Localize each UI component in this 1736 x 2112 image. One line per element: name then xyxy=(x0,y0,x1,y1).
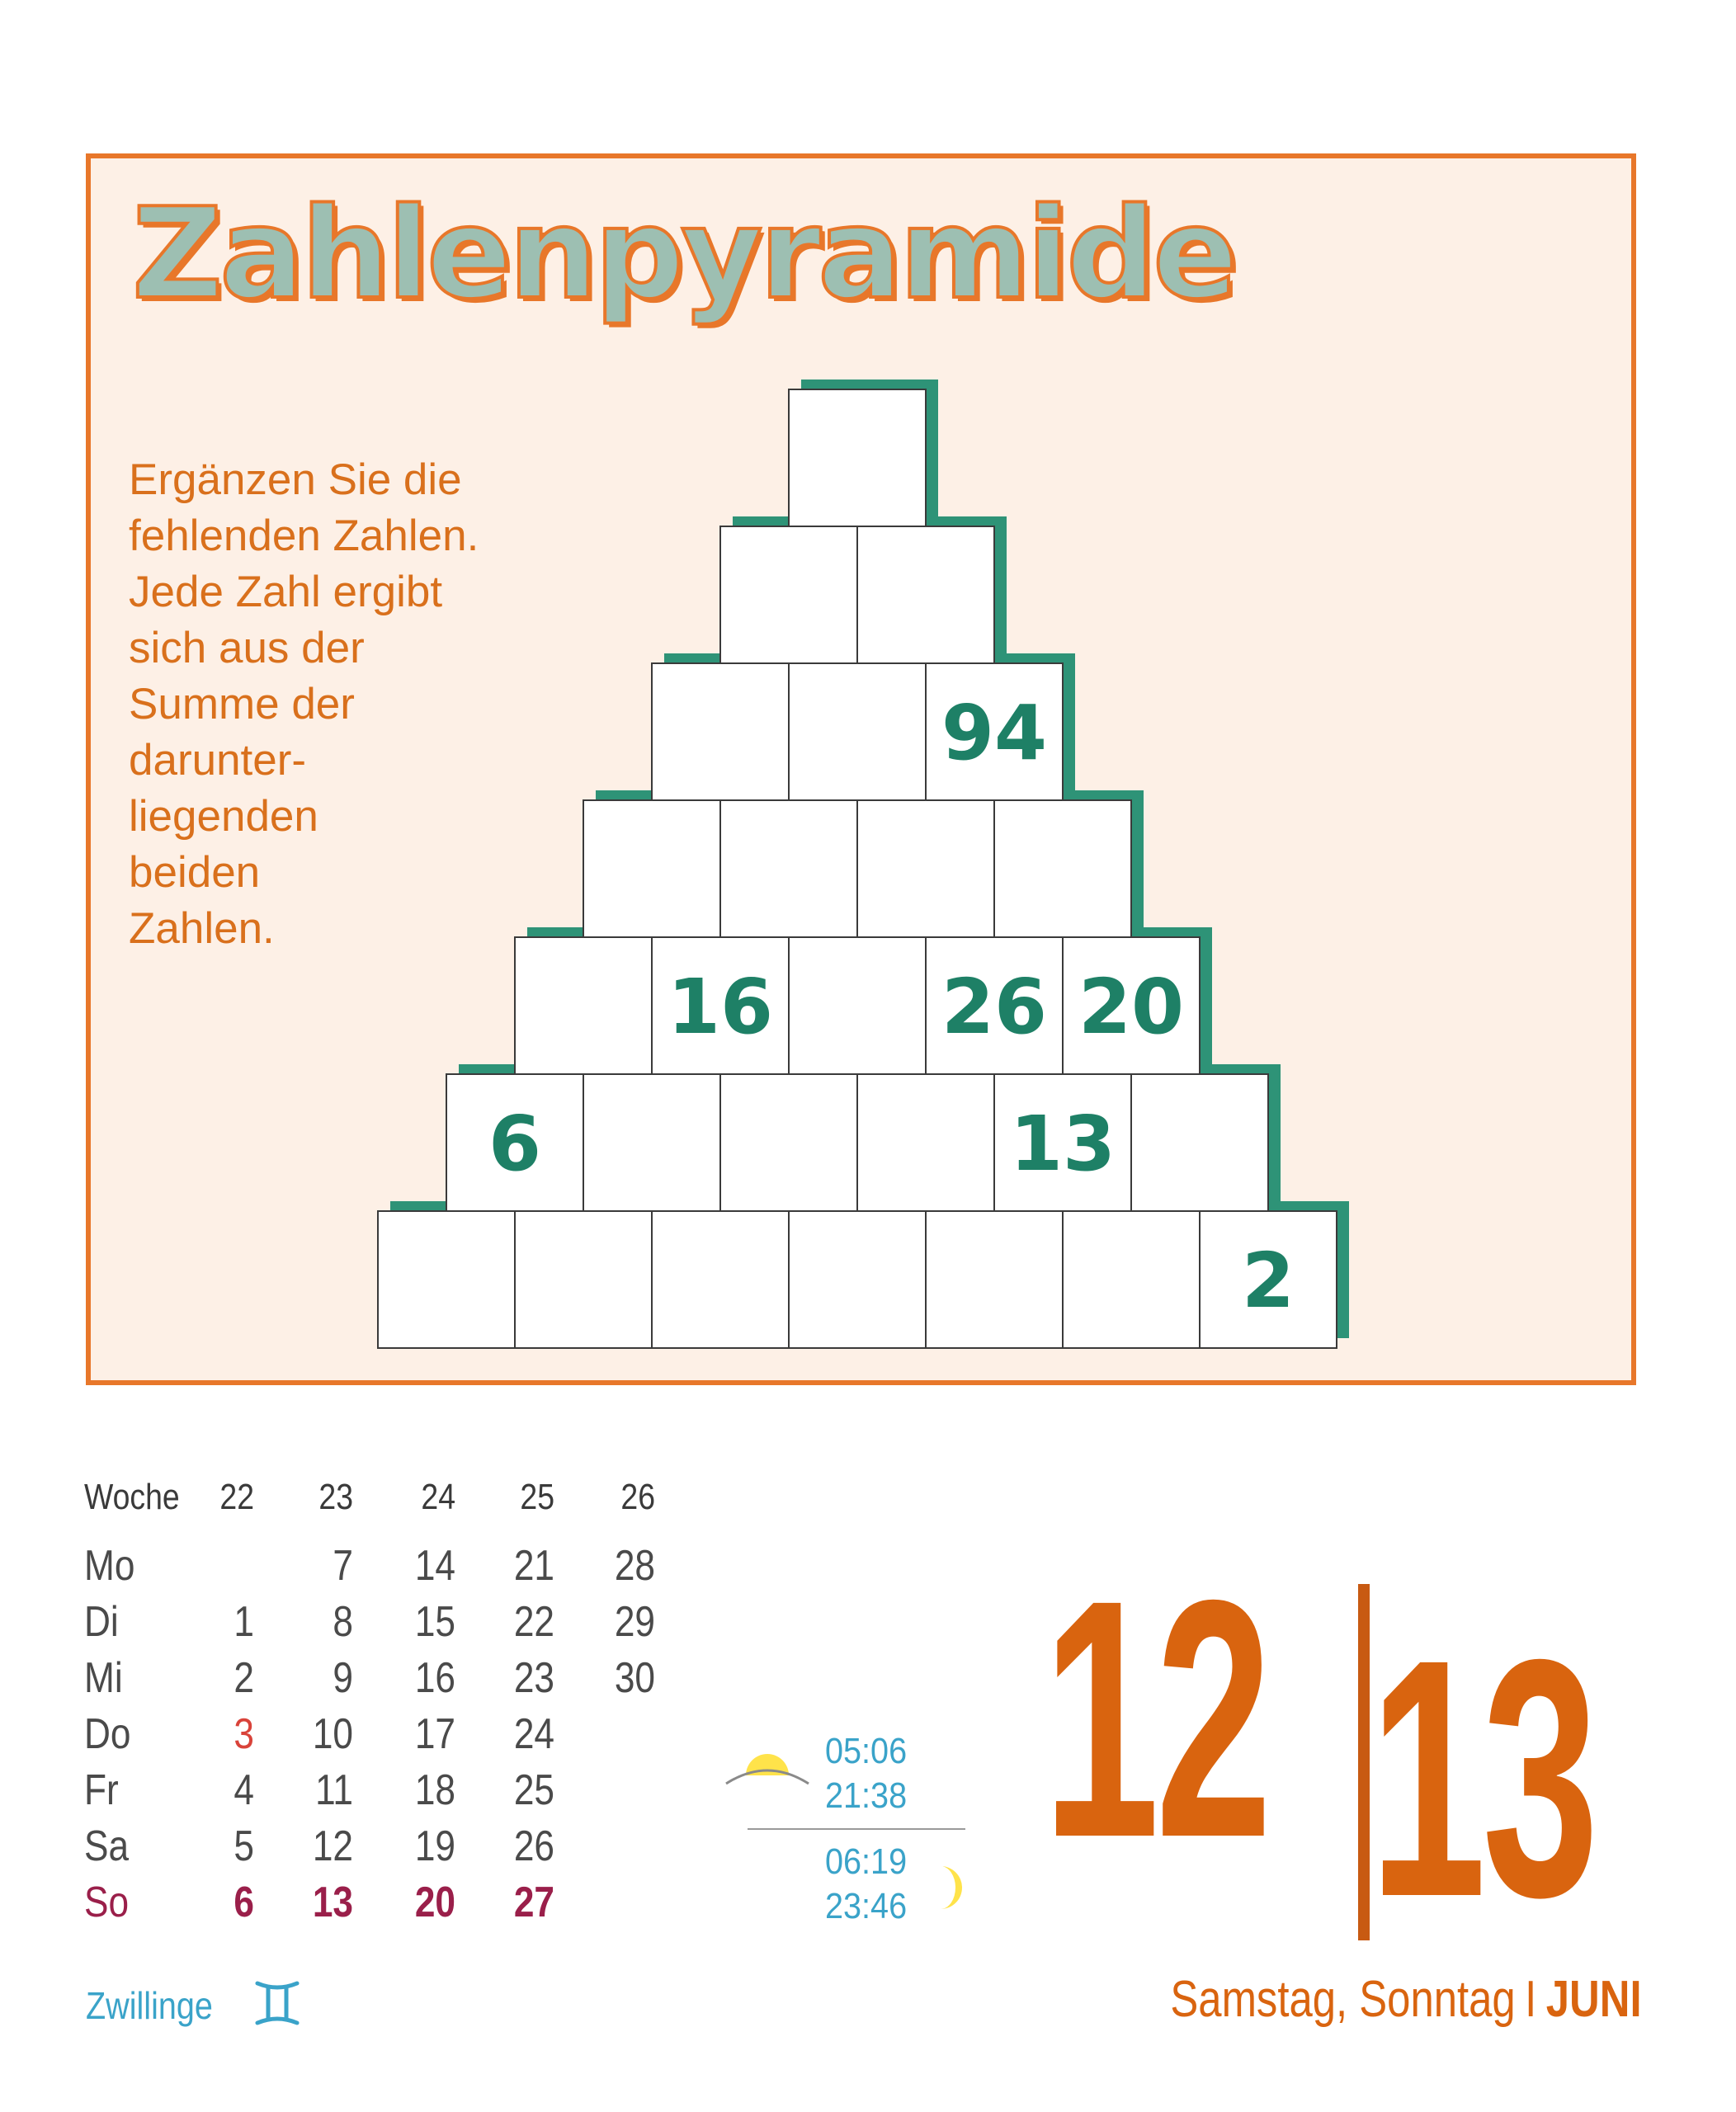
date-cell-sunday: 6 xyxy=(234,1879,254,1926)
date-cell: 5 xyxy=(234,1822,254,1870)
caption-separator: I xyxy=(1525,1971,1537,2028)
weekday-label: Fr xyxy=(84,1766,119,1814)
date-divider xyxy=(1358,1584,1370,1940)
date-cell: 14 xyxy=(414,1542,455,1590)
date-cell: 28 xyxy=(614,1542,655,1590)
instruction-line: sich aus der xyxy=(129,624,365,672)
date-cell: 10 xyxy=(312,1710,353,1758)
pyramid-number: 26 xyxy=(941,963,1048,1051)
pyramid-cell[interactable] xyxy=(652,1211,789,1348)
pyramid-cell[interactable] xyxy=(378,1211,515,1348)
date-cell: 7 xyxy=(333,1542,353,1590)
date-cell: 1 xyxy=(234,1598,254,1646)
date-cell: 11 xyxy=(315,1766,353,1814)
pyramid-cell[interactable] xyxy=(720,526,857,663)
date-cell: 8 xyxy=(333,1598,353,1646)
instruction-line: Zahlen. xyxy=(129,904,275,953)
pyramid-cell[interactable] xyxy=(789,937,926,1074)
instruction-line: Summe der xyxy=(129,680,355,728)
week-label: Woche xyxy=(84,1477,180,1517)
week-number: 26 xyxy=(620,1477,655,1517)
date-caption xyxy=(1171,1970,1642,2029)
sun-icon xyxy=(723,1741,814,1790)
pyramid-cell[interactable] xyxy=(515,937,652,1074)
date-cell: 30 xyxy=(614,1654,655,1702)
pyramid-cell[interactable] xyxy=(789,389,926,526)
gemini-icon xyxy=(254,1978,300,2028)
date-cell: 9 xyxy=(333,1654,353,1702)
moonset-time: 23:46 xyxy=(825,1886,908,1926)
sunrise-time: 05:06 xyxy=(825,1731,908,1771)
date-cell: 23 xyxy=(513,1654,554,1702)
instruction-line: Jede Zahl ergibt xyxy=(129,568,443,616)
date-cell: 24 xyxy=(513,1710,554,1758)
date-cell: 21 xyxy=(513,1542,554,1590)
date-cell: 12 xyxy=(312,1822,353,1870)
pyramid-cell[interactable] xyxy=(857,526,994,663)
puzzle-title: Zahlenpyramide xyxy=(132,181,1235,327)
weekday-label: Mo xyxy=(84,1542,135,1590)
pyramid-cell[interactable] xyxy=(583,800,720,937)
pyramid-cell[interactable] xyxy=(720,800,857,937)
instruction-line: beiden xyxy=(129,848,261,897)
date-cell-sunday: 27 xyxy=(513,1879,554,1926)
month-name: JUNI xyxy=(1546,1971,1642,2028)
weekday-label: Do xyxy=(84,1710,131,1758)
moon-icon xyxy=(936,1863,969,1912)
date-cell: 15 xyxy=(414,1598,455,1646)
pyramid-number: 6 xyxy=(488,1100,542,1188)
week-number: 22 xyxy=(219,1477,254,1517)
date-cell: 17 xyxy=(414,1710,455,1758)
date-first-day: 12 xyxy=(1043,1530,1268,1907)
date-cell-sunday: 13 xyxy=(312,1879,353,1926)
pyramid-cell[interactable] xyxy=(857,1074,994,1211)
date-cell: 29 xyxy=(614,1598,655,1646)
week-number: 24 xyxy=(421,1477,455,1517)
pyramid-cell[interactable] xyxy=(1063,1211,1200,1348)
pyramid-cell[interactable] xyxy=(583,1074,720,1211)
instruction-line: fehlenden Zahlen. xyxy=(129,512,479,560)
instruction-line: Ergänzen Sie die xyxy=(129,455,462,504)
date-cell: 22 xyxy=(513,1598,554,1646)
pyramid-number: 13 xyxy=(1009,1100,1116,1188)
weekday-label: So xyxy=(84,1879,130,1926)
week-number: 23 xyxy=(318,1477,353,1517)
pyramid-cell[interactable] xyxy=(720,1074,857,1211)
pyramid-number: 20 xyxy=(1078,963,1185,1051)
weekday-label: Sa xyxy=(84,1822,130,1870)
pyramid-cell[interactable] xyxy=(789,663,926,800)
week-number: 25 xyxy=(520,1477,554,1517)
date-cell: 26 xyxy=(513,1822,554,1870)
date-cell-holiday: 3 xyxy=(234,1710,254,1758)
weekday-label: Mi xyxy=(84,1654,123,1702)
pyramid-cell[interactable] xyxy=(1131,1074,1268,1211)
sunset-time: 21:38 xyxy=(825,1775,908,1816)
zodiac-label: Zwillinge xyxy=(86,1984,213,2027)
pyramid-number: 16 xyxy=(667,963,774,1051)
date-cell: 16 xyxy=(414,1654,455,1702)
instruction-line: darunter- xyxy=(129,736,307,785)
pyramid-number: 2 xyxy=(1241,1237,1295,1325)
pyramid-cell[interactable] xyxy=(515,1211,652,1348)
weekday-names: Samstag, Sonntag xyxy=(1170,1971,1517,2028)
date-cell: 2 xyxy=(234,1654,254,1702)
instruction-line: liegenden xyxy=(129,792,318,841)
time-divider xyxy=(748,1828,965,1830)
pyramid-cell[interactable] xyxy=(789,1211,926,1348)
moonrise-time: 06:19 xyxy=(825,1841,908,1882)
pyramid-cell[interactable] xyxy=(994,800,1131,937)
pyramid-cell[interactable] xyxy=(926,1211,1063,1348)
date-cell: 18 xyxy=(414,1766,455,1814)
date-second-day: 13 xyxy=(1370,1589,1595,1967)
date-cell: 25 xyxy=(513,1766,554,1814)
weekday-label: Di xyxy=(84,1598,119,1646)
date-cell: 4 xyxy=(234,1766,254,1814)
pyramid-cell[interactable] xyxy=(857,800,994,937)
pyramid-number: 94 xyxy=(941,689,1048,777)
pyramid-cell[interactable] xyxy=(652,663,789,800)
date-cell: 19 xyxy=(414,1822,455,1870)
date-cell-sunday: 20 xyxy=(414,1879,455,1926)
